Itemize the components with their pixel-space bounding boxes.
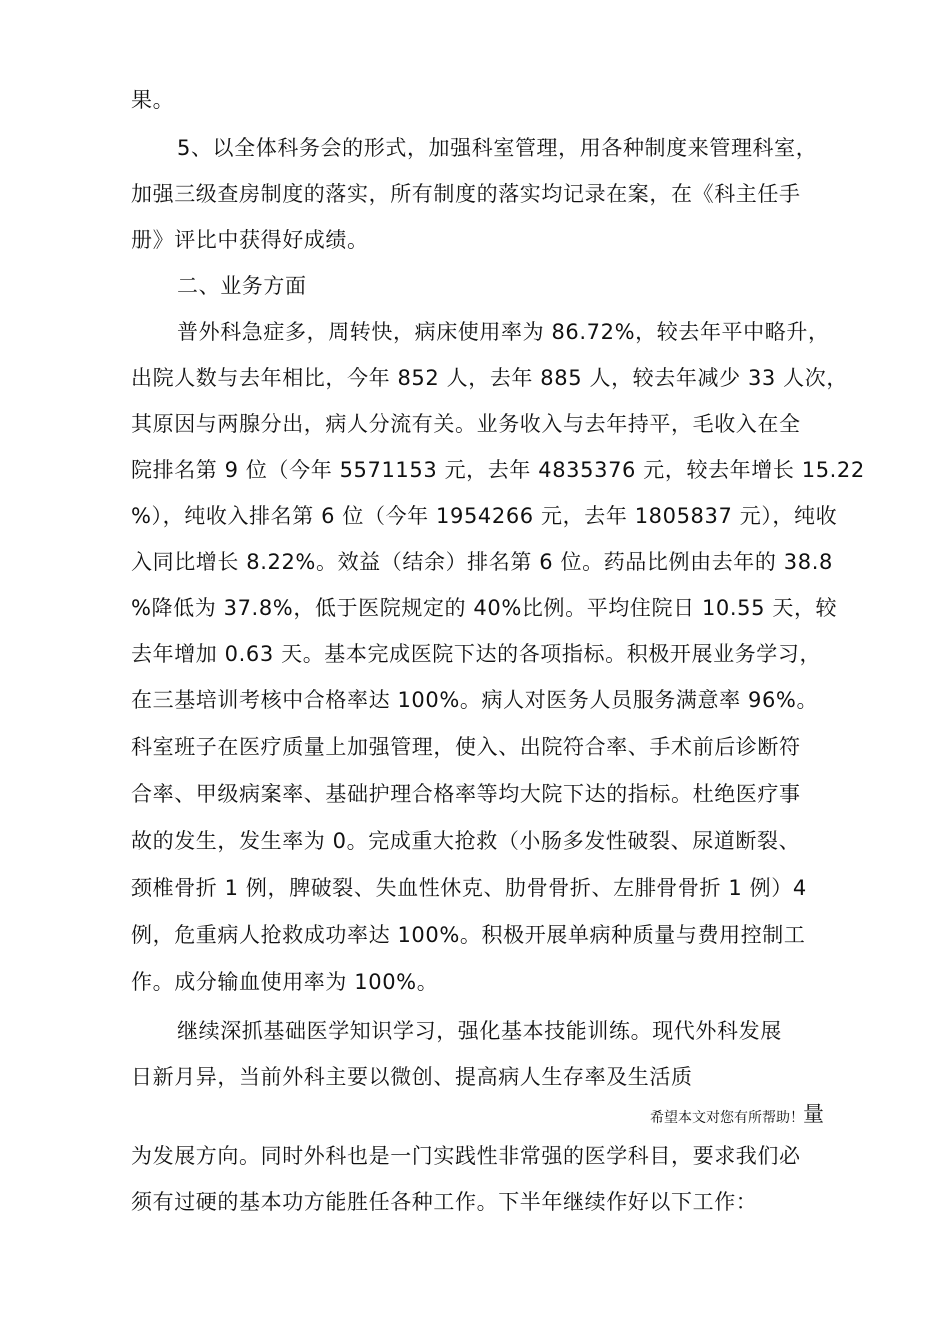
paragraph-line: 加强三级查房制度的落实，所有制度的落实均记录在案，在《科主任手: [131, 182, 801, 206]
paragraph-line: 须有过硬的基本功方能胜任各种工作。下半年继续作好以下工作：: [131, 1190, 758, 1214]
paragraph-line: 颈椎骨折 1 例，脾破裂、失血性休克、肋骨骨折、左腓骨骨折 1 例）4: [131, 876, 807, 900]
footer-note: 希望本文对您有所帮助！: [650, 1110, 804, 1126]
footer-continuation-char: 量: [803, 1102, 824, 1126]
paragraph-line: 出院人数与去年相比，今年 852 人，去年 885 人，较去年减少 33 人次，: [131, 366, 848, 390]
paragraph-line: 科室班子在医疗质量上加强管理，使入、出院符合率、手术前后诊断符: [131, 735, 801, 759]
paragraph-line: 作。成分输血使用率为 100%。: [131, 970, 439, 994]
paragraph-line: 在三基培训考核中合格率达 100%。病人对医务人员服务满意率 96%。: [131, 688, 819, 712]
paragraph-line: 果。: [131, 88, 175, 112]
paragraph-line: 院排名第 9 位（今年 5571153 元，去年 4835376 元，较去年增长 15.22: [131, 458, 865, 482]
section-heading: 二、业务方面: [177, 274, 307, 298]
paragraph-line: 继续深抓基础医学知识学习，强化基本技能训练。现代外科发展: [177, 1019, 782, 1043]
paragraph-line: 合率、甲级病案率、基础护理合格率等均大院下达的指标。杜绝医疗事: [131, 782, 801, 806]
paragraph-line: 入同比增长 8.22%。效益（结余）排名第 6 位。药品比例由去年的 38.8: [131, 550, 833, 574]
paragraph-line: %降低为 37.8%，低于医院规定的 40%比例。平均住院日 10.55 天，较: [131, 596, 838, 620]
paragraph-line: 其原因与两腺分出，病人分流有关。业务收入与去年持平，毛收入在全: [131, 412, 801, 436]
paragraph-line: 为发展方向。同时外科也是一门实践性非常强的医学科目，要求我们必: [131, 1144, 801, 1168]
paragraph-line: 普外科急症多，周转快，病床使用率为 86.72%，较去年平中略升，: [177, 320, 830, 344]
paragraph-line: 日新月异，当前外科主要以微创、提高病人生存率及生活质: [131, 1065, 693, 1089]
paragraph-line: %），纯收入排名第 6 位（今年 1954266 元，去年 1805837 元），纯收: [131, 504, 838, 528]
paragraph-line: 去年增加 0.63 天。基本完成医院下达的各项指标。积极开展业务学习，: [131, 642, 822, 666]
paragraph-line: 例，危重病人抢救成功率达 100%。积极开展单病种质量与费用控制工: [131, 923, 806, 947]
paragraph-line: 故的发生，发生率为 0。完成重大抢救（小肠多发性破裂、尿道断裂、: [131, 829, 801, 853]
paragraph-line: 5、以全体科务会的形式，加强科室管理，用各种制度来管理科室，: [177, 136, 818, 160]
paragraph-line: 册》评比中获得好成绩。: [131, 228, 369, 252]
